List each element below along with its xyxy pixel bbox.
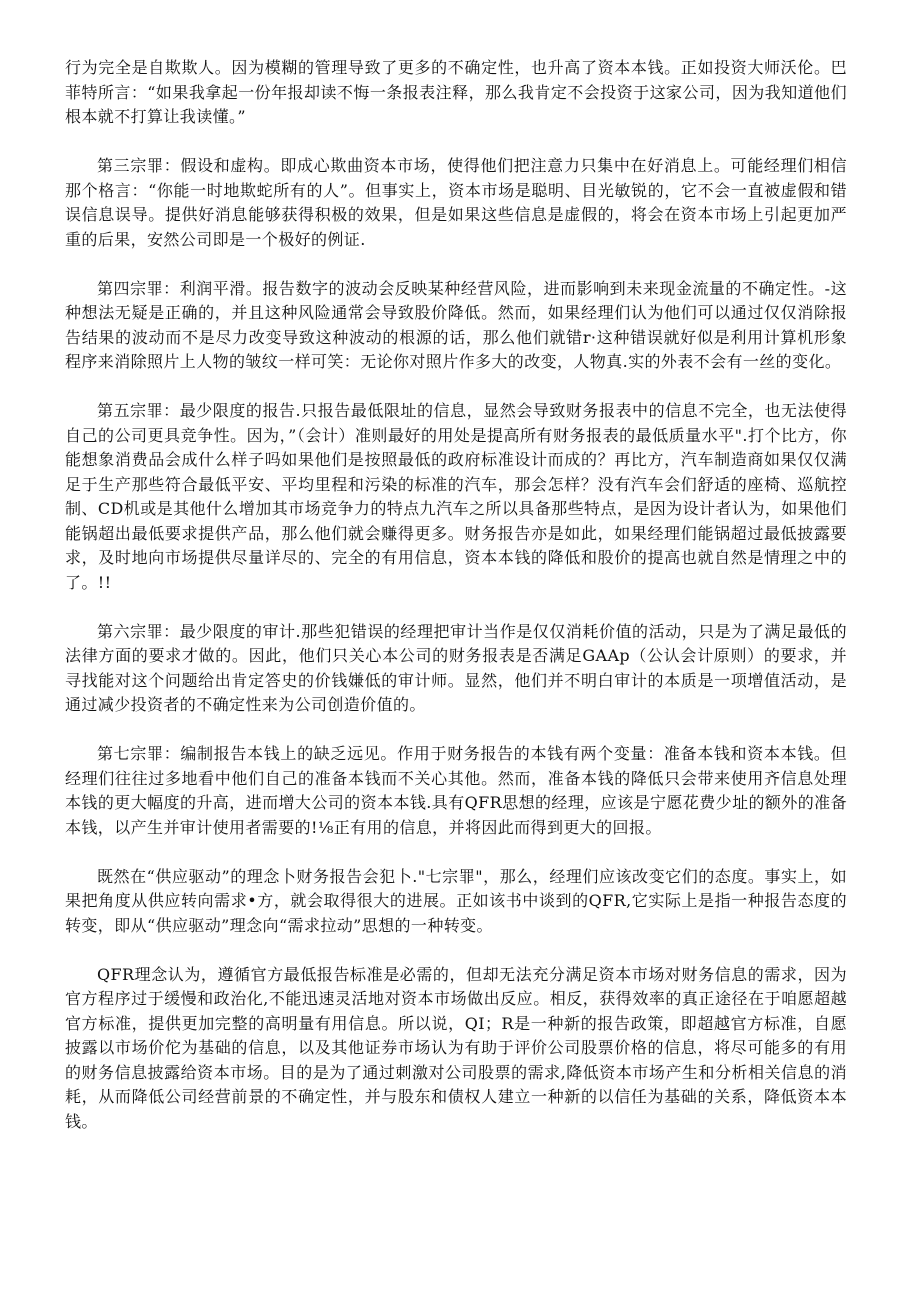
paragraph-fourth-sin: 第四宗罪：利润平滑。报告数字的波动会反映某种经营风险，进而影响到未来现金流量的不确定性。-这种想法无疑是正确的，并且这种风险通常会导致股价降低。然而，如果经理们认为他们可以通过仅仅消除报告结果的波动而不是尽力改变导致这种波动的根源的话，那么他们就错r·这种错误就好似是利用计算机形象程序来消除照片上人物的皱纹一样可笑：无论你对照片作多大的改变，人物真.实的外表不会有一丝的变化。 <box>65 278 847 371</box>
paragraph-seventh-sin: 第七宗罪：编制报告本钱上的缺乏远见。作用于财务报告的本钱有两个变量：准备本钱和资本本钱。但经理们往往过多地看中他们自己的准备本钱而不关心其他。然而，准备本钱的降低只会带来使用齐信息处理本钱的更大幅度的升高，进而增大公司的资本本钱.具有QFR思想的经理，应该是宁愿花费少址的额外的准备本钱，以产生并审计使用者需要的!⅛正有用的信息，并将因此而得到更大的回报。 <box>65 744 847 837</box>
paragraph-sixth-sin: 第六宗罪：最少限度的审计.那些犯错误的经理把审计当作是仅仅消耗价值的活动，只是为了满足最低的法律方面的要求才做的。因此，他们只关心本公司的财务报表是否满足GAAp（公认会计原则）的要求，并寻找能对这个问题给出肯定答史的价钱嫌低的审计师。显然，他们并不明白审计的本质是一项增值活动，是通过减少投资者的不确定性来为公司创造价值的。 <box>65 621 847 714</box>
paragraph-qfr-concept: QFR理念认为，遵循官方最低报告标准是必需的，但却无法充分满足资本市场对财务信息的需求，因为官方程序过于缓慢和政治化,不能迅速灵活地对资本市场做出反应。相反，获得效率的真正途径在于咱愿超越官方标准，提供更加完整的高明量有用信息。所以说，QI；R是一种新的报告政策，即超越官方标准，自愿披露以市场价佗为基础的信息，以及其他证券市场认为有助于评价公司股票价格的信息，将尽可能多的有用的财务信息披露给资本市场。目的是为了通过刺激对公司股票的需求,降低资本市场产生和分析相关信息的消耗，从而降低公司经营前景的不确定性，并与股东和债权人建立一种新的以信任为基础的关系，降低资本本钱。 <box>65 964 847 1131</box>
paragraph-supply-driven: 既然在“供应驱动”的理念卜财务报告会犯卜."七宗罪"，那么，经理们应该改变它们的态度。事实上，如果把角度从供应转向需求•方，就会取得很大的进展。正如该书中谈到的QFR,它实际上是指一种报告态度的转变，即从“供应驱动”理念向“需求拉动”思想的一种转变。 <box>65 866 847 935</box>
paragraph-fifth-sin: 第五宗罪：最少限度的报告.只报告最低限址的信息，显然会导致财务报表中的信息不完全，也无法使得自己的公司更具竞争性。因为，”（会计）准则最好的用处是提高所有财务报表的最低质量水平".打个比方，你能想象消费品会成什么样子吗如果他们是按照最低的政府标准设计而成的？再比方，汽车制造商如果仅仅满足于生产那些符合最低平安、平均里程和污染的标准的汽车，那会怎样？没有汽车会们舒适的座椅、巡航控制、CD机或是其他什么增加其市场竞争力的特点九汽车之所以具备那些特点，是因为设计者认为，如果他们能锅超出最低要求提供产品，那么他们就会赚得更多。财务报告亦是如此，如果经理们能锅超过最低披露要求，及时地向市场提供尽量详尽的、完全的有用信息，资本本钱的降低和股价的提高也就自然是情理之中的了。!! <box>65 401 847 592</box>
paragraph-continuation: 行为完全是自欺欺人。因为模糊的管理导致了更多的不确定性，也升高了资本本钱。正如投资大师沃伦。巴菲特所言：“如果我拿起一份年报却读不悔一条报表注释，那么我肯定不会投资于这家公司，因为我知道他们根本就不打算让我读懂。” <box>65 58 847 126</box>
document-page <box>65 56 847 1159</box>
paragraph-third-sin: 第三宗罪：假设和虚构。即成心欺曲资本市场，使得他们把注意力只集中在好消息上。可能经理们相信那个格言：“你能一时地欺蛇所有的人”。但事实上，资本市场是聪明、目光敏锐的，它不会一直被虚假和错误信息误导。提供好消息能够获得积极的效果，但是如果这些信息是虚假的，将会在资本市场上引起更加严重的后果，安然公司即是一个极好的例证. <box>65 156 847 249</box>
